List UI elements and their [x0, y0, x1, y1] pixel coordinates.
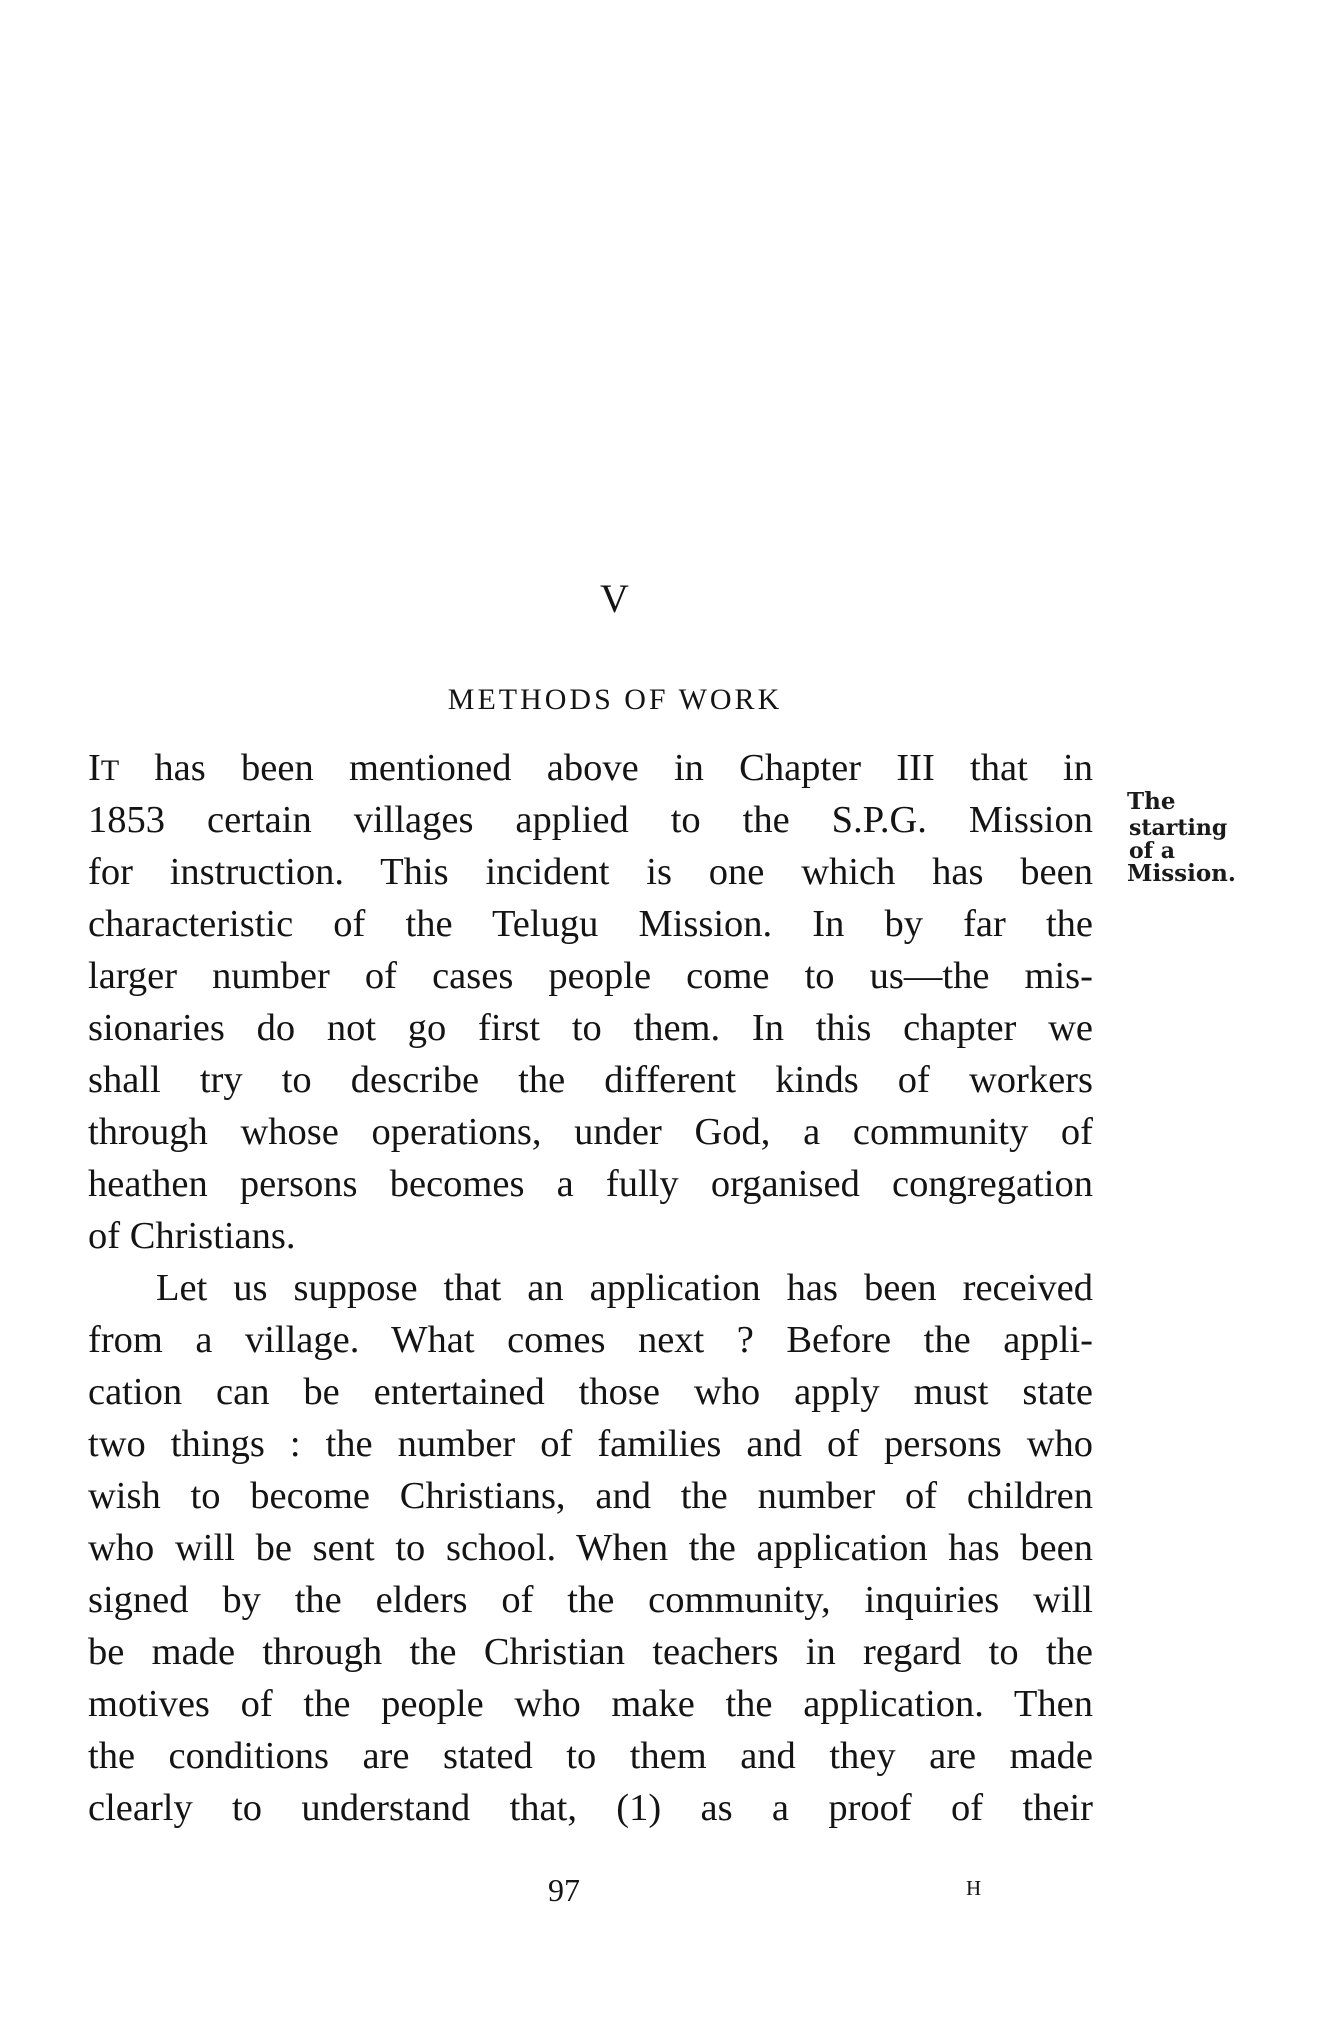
text-line: be made through the Christian teachers in regard to the — [88, 1631, 1093, 1673]
text-line: 1853 certain villages applied to the S.P.G. Mission — [88, 799, 1093, 841]
text-line: two things : the number of families and of persons who — [88, 1423, 1093, 1465]
text-line: shall try to describe the different kinds of workers — [88, 1059, 1093, 1101]
text-line: Let us suppose that an application has been received — [156, 1267, 1093, 1309]
text-line: sionaries do not go first to them. In this chapter we — [88, 1007, 1093, 1049]
margin-note-line: of a — [1129, 838, 1176, 864]
chapter-title: METHODS OF WORK — [447, 683, 783, 716]
paragraph-2 — [88, 1262, 1093, 1834]
text-line: who will be sent to school. When the application has been — [88, 1527, 1093, 1569]
page-number: 97 — [548, 1872, 580, 1908]
margin-note-line: The — [1127, 788, 1176, 815]
text-line: for instruction. This incident is one which has been — [88, 851, 1093, 893]
signature-mark: H — [966, 1876, 983, 1900]
text-line: signed by the elders of the community, inquiries will — [88, 1579, 1093, 1621]
margin-note-line: starting — [1129, 815, 1228, 841]
text-line — [88, 742, 1093, 794]
drop-letter: I — [88, 747, 101, 789]
text-line: the conditions are stated to them and they are made — [88, 1735, 1093, 1777]
small-caps-letter: T — [100, 754, 120, 787]
chapter-number: V — [600, 576, 630, 621]
text-line: from a village. What comes next ? Before the appli- — [88, 1319, 1093, 1361]
margin-note — [1127, 789, 1297, 887]
text-line: larger number of cases people come to us—the mis- — [88, 955, 1093, 997]
paragraph-1 — [88, 742, 1093, 1262]
text-line: wish to become Christians, and the number of children — [88, 1475, 1093, 1517]
text-line: heathen persons becomes a fully organised congregation — [88, 1163, 1093, 1205]
text-line-rest: has been mentioned above in Chapter III that in — [119, 747, 1093, 789]
margin-note-line: Mission. — [1127, 860, 1236, 887]
text-line: cation can be entertained those who apply must state — [88, 1371, 1093, 1413]
text-line: through whose operations, under God, a community of — [88, 1111, 1093, 1153]
text-line: characteristic of the Telugu Mission. In by far the — [88, 903, 1093, 945]
text-line: motives of the people who make the application. Then — [88, 1683, 1093, 1725]
text-line: of Christians. — [88, 1215, 296, 1257]
text-line: clearly to understand that, (1) as a proof of their — [88, 1787, 1093, 1829]
